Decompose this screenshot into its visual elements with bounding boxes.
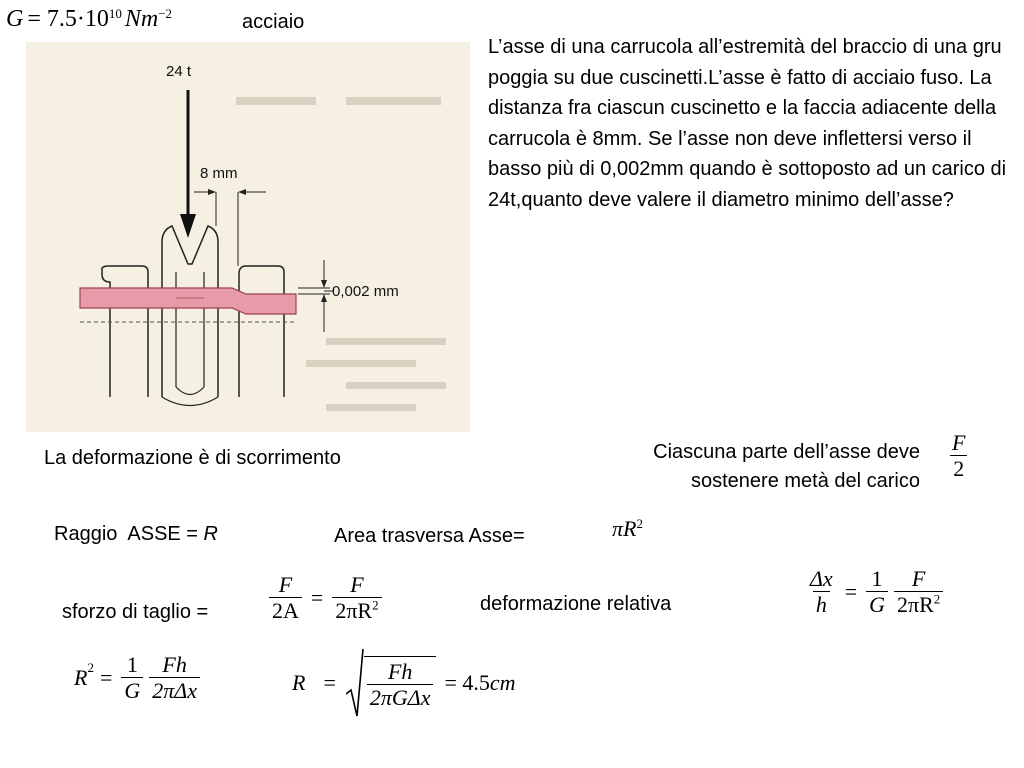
strain-f-den: 2πR [897,592,934,618]
area-exponent: 2 [636,516,643,531]
area-expression: πR [612,516,637,541]
deformation-note: La deformazione è di scorrimento [44,447,341,469]
load-share-note [500,438,920,496]
radius-result-formula: R = $\frac{Fh}{\text{2πGΔx}}$ = 4.5 cm [292,648,516,718]
half-load-num: F [952,430,966,455]
strain-num: Δx [810,566,833,591]
r2-f-num: Fh [162,652,187,677]
faded-text-traces [236,97,446,411]
radius-label: Raggio ASSE = [54,523,204,545]
r-result: = 4.5 [444,670,490,695]
r2-exponent: 2 [87,660,94,675]
strain-g-den: G [866,591,888,617]
modulus-unit-exponent: −2 [158,6,173,21]
r2-f-den: 2πΔx [149,677,200,703]
strain-formula: $\frac{\Delta x}{h}$ = $\frac{1}{G}$ $\frac{F}{2\pi R^2}$ [804,566,946,618]
modulus-symbol: G [6,6,24,32]
square-root [346,648,437,718]
shear-f2-num: F [350,572,364,597]
load-share-line1: Ciascuna parte dell’asse deve [653,441,920,463]
strain-g-num: 1 [871,566,883,591]
shear-modulus-formula [6,6,172,33]
r2-g-den: G [121,677,143,703]
pulley-figure [26,42,470,432]
r-lhs: R [292,670,306,695]
shear-f2-den: 2πR [335,598,373,624]
shear-f1-den: 2A [269,597,302,623]
load-share-line2: sostenere metà del carico [690,470,920,492]
shear-f1-num: F [278,572,293,597]
problem-statement: L’asse di una carrucola all’estremità del braccio di una gru poggia su due cuscinetti.L’asse è fatto di acciaio fuso. La distanza fra ciascun cuscinetto e la faccia adiacente della carrucola è 8mm. Se l’asse non deve inflettersi verso il basso più di 0,002mm quando è sottoposto ad un carico di 24t,quanto deve valere il diametro minimo dell’asse? [488,36,1007,211]
r-sqrt-num: Fh [387,658,413,684]
shear-stress-label: sforzo di taglio = [62,601,209,623]
gap-label: 8 mm [200,165,238,182]
r2-g-num: 1 [126,652,138,677]
radius-definition [54,522,218,546]
material-label: acciaio [242,11,305,33]
modulus-exponent: 10 [108,6,122,21]
radius-squared-formula: R $^2$ = $\frac{1}{G}$ $\frac{Fh}{\text{2πΔx}}$ [74,652,203,704]
area-label: Area trasversa Asse= [334,525,525,547]
r2-lhs: R [74,664,88,690]
radius-symbol: R [203,523,218,545]
modulus-value: = 7.5·10 [27,6,109,32]
area-formula [612,516,643,542]
modulus-unit: Nm [124,6,159,32]
strain-label: deformazione relativa [480,593,672,615]
r-sqrt-den: 2πGΔx [367,684,434,710]
half-load-den: 2 [950,455,967,481]
pulley-diagram [26,42,470,432]
deflection-label: 0,002 mm [332,283,399,300]
strain-f-exponent: 2 [933,591,941,607]
strain-den: h [813,591,830,617]
shear-f2-exponent: 2 [372,597,379,613]
radical-sign-icon [346,648,364,718]
shear-stress-formula: $\frac{F}{2A}$ = $\frac{F}{2\pi R^2}$ [266,572,385,624]
load-label: 24 t [166,63,192,80]
r-result-unit: cm [489,670,516,695]
strain-f-num: F [911,566,926,591]
half-load-formula [946,430,971,482]
